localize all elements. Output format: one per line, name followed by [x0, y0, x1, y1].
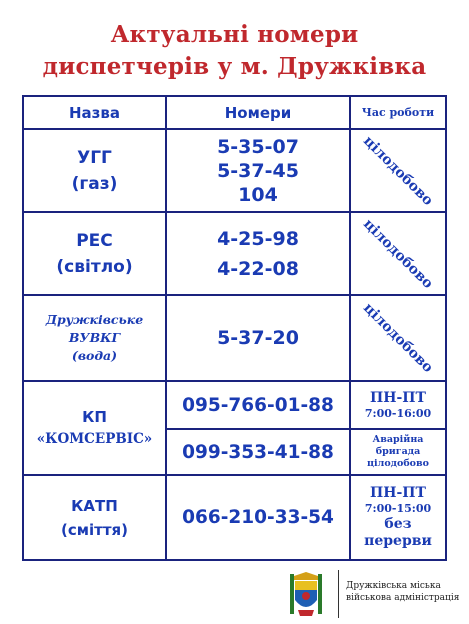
hours-note: Аварійна бригада	[372, 434, 424, 457]
row-ugg-numbers	[167, 130, 349, 211]
row-komservis-number-1	[167, 382, 349, 428]
org-name: ВУВКГ	[68, 330, 121, 345]
org-name: КАТП	[71, 496, 118, 515]
row-res-numbers	[167, 213, 349, 294]
phone-number: 095-766-01-88	[182, 394, 334, 416]
hours-text: цілодобово	[360, 300, 436, 376]
hours-text: цілодобово	[360, 132, 436, 209]
page-title-line-2: диспетчерів у м. Дружківка	[42, 53, 427, 80]
row-res-hours	[351, 213, 445, 294]
row-komservis-name	[24, 382, 165, 474]
hours-note: без	[384, 516, 412, 532]
coat-of-arms-icon	[286, 570, 326, 618]
row-vuvkg-name	[24, 296, 165, 380]
org-subtitle: (газ)	[71, 173, 118, 194]
org-subtitle: (вода)	[71, 348, 118, 363]
row-komservis-hours-top	[351, 382, 445, 428]
hours-time: 7:00-15:00	[364, 502, 432, 515]
hours-text: цілодобово	[360, 215, 436, 292]
page-title-line-1: Актуальні номери	[110, 21, 359, 48]
header-hours: Час роботи	[361, 106, 435, 119]
row-katp-name	[24, 476, 165, 559]
row-ugg-name	[24, 130, 165, 211]
row-komservis-number-2	[167, 430, 349, 474]
org-subtitle: (світло)	[56, 256, 133, 277]
dispatchers-table	[22, 95, 447, 561]
phone-number: 104	[238, 183, 278, 206]
footer-separator	[338, 570, 339, 618]
row-res-name	[24, 213, 165, 294]
footer-line-1: Дружківська міська	[346, 581, 441, 591]
footer-logo-block	[282, 568, 462, 620]
footer-text	[346, 580, 459, 604]
org-name: УГГ	[77, 147, 112, 168]
row-ugg-hours	[351, 130, 445, 211]
row-komservis-hours-bottom	[351, 430, 445, 474]
hours-days: ПН-ПТ	[370, 389, 426, 406]
header-numbers: Номери	[224, 103, 292, 122]
org-name: КП	[82, 408, 107, 426]
phone-number: 5-37-45	[217, 159, 299, 182]
org-subtitle: «КОМСЕРВІС»	[36, 431, 153, 447]
row-katp-hours	[351, 476, 445, 559]
row-vuvkg-numbers	[167, 296, 349, 380]
phone-number: 099-353-41-88	[182, 441, 334, 463]
phone-number: 5-35-07	[217, 135, 299, 158]
hours-note: цілодобово	[367, 458, 429, 469]
phone-number: 4-22-08	[217, 257, 299, 280]
phone-number: 066-210-33-54	[182, 507, 334, 528]
org-subtitle: (сміття)	[60, 520, 129, 539]
phone-number: 5-37-20	[217, 327, 299, 349]
row-katp-numbers	[167, 476, 349, 559]
org-name: Дружківське	[45, 312, 144, 327]
org-name: РЕС	[76, 230, 113, 251]
phone-number: 4-25-98	[217, 227, 299, 250]
row-vuvkg-hours	[351, 296, 445, 380]
footer-line-2: військова адміністрація	[346, 593, 460, 603]
hours-days: ПН-ПТ	[370, 485, 426, 501]
hours-note: перерви	[364, 533, 432, 549]
hours-time: 7:00-16:00	[364, 406, 432, 420]
header-name: Назва	[68, 103, 120, 122]
